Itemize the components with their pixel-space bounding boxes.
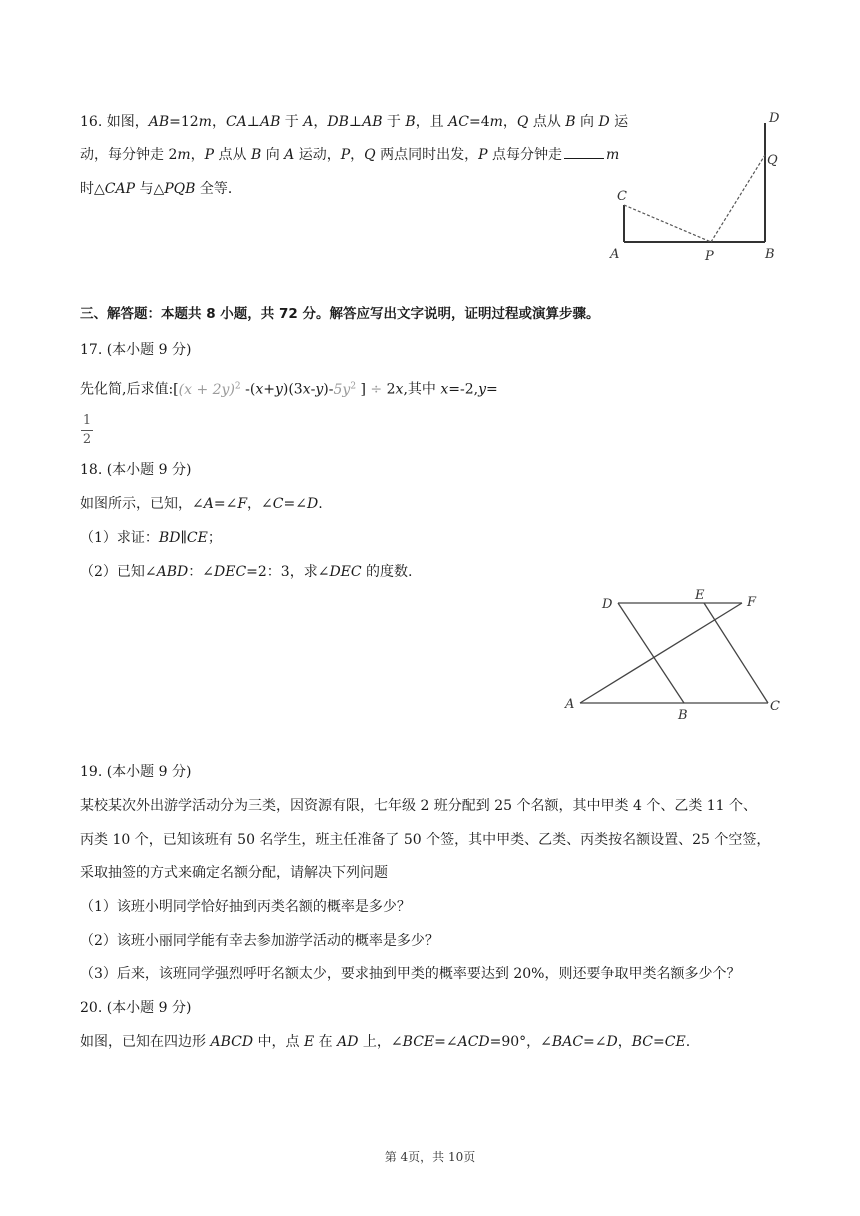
label-c: C xyxy=(617,189,627,204)
segment-af xyxy=(580,603,742,703)
section-header: 三、解答题：本题共 8 小题，共 72 分。解答应写出文字说明，证明过程或演算步骤。 xyxy=(80,306,600,322)
q16-line-3: 时△CAP 与△PQB 全等． xyxy=(80,181,242,197)
q18-line-2: （1）求证：BD∥CE； xyxy=(80,530,222,546)
label-d: D xyxy=(602,597,613,612)
label-q: Q xyxy=(767,153,778,168)
q17-header: 17. (本小题 9 分) xyxy=(80,342,192,358)
q18-line-3: （2）已知∠ABD：∠DEC=2：3，求∠DEC 的度数. xyxy=(80,564,413,580)
label-c: C xyxy=(770,699,780,714)
q19-sub-3: （3）后来，该班同学强烈呼吁名额太少，要求抽到甲类的概率要达到 20%，则还要争取甲类名额多少个？ xyxy=(80,966,741,982)
label-a: A xyxy=(565,697,575,712)
label-p: P xyxy=(705,249,714,264)
label-e: E xyxy=(695,588,705,603)
page-footer: 第 4页，共 10页 xyxy=(384,1150,476,1164)
segment-ec xyxy=(704,603,768,703)
expr-square: $(x + 2y)^2$ xyxy=(178,381,241,398)
label-d: D xyxy=(769,111,780,126)
q20-line-1: 如图，已知在四边形 ABCD 中，点 E 在 AD 上，∠BCE=∠ACD=90°，∠BAC=∠D，BC=CE. xyxy=(80,1034,691,1050)
q18-line-1: 如图所示，已知，∠A=∠F，∠C=∠D. xyxy=(80,496,323,512)
segment-cp xyxy=(624,205,711,242)
q17-line-1: 先化简,后求值:[(x + 2y)$^2$ $-(x+y)(3x-y)-5y^2$ ] ÷ 2x,其中 x=-2,y= xyxy=(80,381,498,398)
label-a: A xyxy=(610,247,620,262)
q18-figure xyxy=(560,588,790,723)
q19-header: 19. (本小题 9 分) xyxy=(80,764,192,780)
answer-blank[interactable] xyxy=(564,146,604,159)
label-f: F xyxy=(747,595,757,610)
q16-figure xyxy=(600,105,795,270)
q18-header: 18. (本小题 9 分) xyxy=(80,462,192,478)
q16-line-2: 动，每分钟走 2m，P 点从 B 向 A 运动，P，Q 两点同时出发，P 点每分钟走 m xyxy=(80,147,620,163)
label-b: B xyxy=(678,708,688,723)
segment-pq xyxy=(711,155,765,242)
q16-line-1: 16. 如图，AB=12m，CA⊥AB 于 A，DB⊥AB 于 B，且 AC=4m，Q 点从 B 向 D 运 xyxy=(80,114,629,130)
q19-para-3: 采取抽签的方式来确定名额分配，请解决下列问题 xyxy=(80,865,388,881)
expr-5y2: $5y^2$ xyxy=(333,381,357,398)
q19-sub-1: （1）该班小明同学恰好抽到丙类名额的概率是多少？ xyxy=(80,899,411,915)
label-b: B xyxy=(765,247,775,262)
q20-header: 20. (本小题 9 分) xyxy=(80,1000,192,1016)
q19-para-2: 丙类 10 个，已知该班有 50 名学生，班主任准备了 50 个签，其中甲类、乙类、丙类按名额设置、25 个空签， xyxy=(80,832,771,848)
segment-db xyxy=(618,603,684,703)
fraction-half: 1 2 xyxy=(82,413,92,447)
q19-sub-2: （2）该班小丽同学能有幸去参加游学活动的概率是多少？ xyxy=(80,933,439,949)
q19-para-1: 某校某次外出游学活动分为三类，因资源有限，七年级 2 班分配到 25 个名额，其中甲类 4 个、乙类 11 个、 xyxy=(80,798,758,814)
